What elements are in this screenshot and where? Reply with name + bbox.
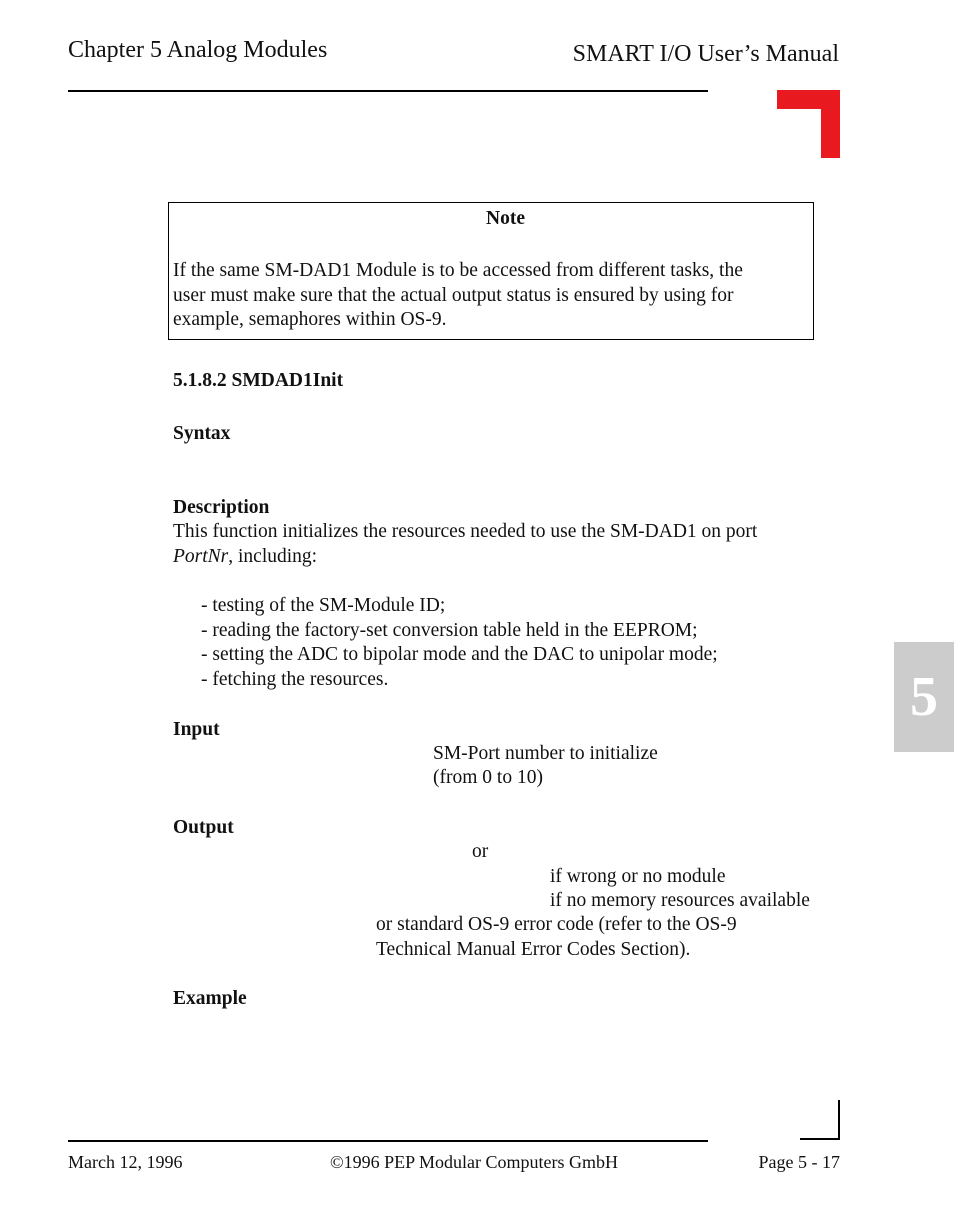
footer-date: March 12, 1996 <box>68 1152 183 1172</box>
list-item: - testing of the SM-Module ID; <box>201 595 446 616</box>
corner-mark-vertical <box>821 90 840 158</box>
input-line: (from 0 to 10) <box>433 767 543 788</box>
input-label: Input <box>173 719 220 740</box>
syntax-label: Syntax <box>173 423 231 444</box>
corner-mark-footer-horizontal <box>800 1138 840 1140</box>
footer-copyright: ©1996 PEP Modular Computers GmbH <box>330 1152 619 1172</box>
description-label: Description <box>173 497 270 518</box>
input-line: SM-Port number to initialize <box>433 743 658 764</box>
description-line-2 <box>173 545 317 570</box>
note-line: user must make sure that the actual output status is ensured by using for <box>173 285 734 306</box>
section-heading: 5.1.8.2 SMDAD1Init <box>173 370 344 391</box>
list-item: - fetching the resources. <box>201 669 389 690</box>
note-title: Note <box>486 208 525 229</box>
list-item: - reading the factory-set conversion table held in the EEPROM; <box>201 620 698 641</box>
output-std: Technical Manual Error Codes Section). <box>376 939 691 960</box>
chapter-tab <box>894 642 954 752</box>
footer-rule <box>68 1140 708 1142</box>
corner-mark-footer-vertical <box>838 1100 840 1140</box>
output-error: if no memory resources available <box>550 890 810 911</box>
chapter-tab-number: 5 <box>910 666 938 728</box>
description-line: This function initializes the resources needed to use the SM-DAD1 on port <box>173 521 758 542</box>
param-portnr: PortNr <box>173 546 229 567</box>
note-line: If the same SM-DAD1 Module is to be accessed from different tasks, the <box>173 260 743 281</box>
list-item: - setting the ADC to bipolar mode and the DAC to unipolar mode; <box>201 644 718 665</box>
output-error: if wrong or no module <box>550 866 726 887</box>
header-rule <box>68 90 708 92</box>
description-line-rest: , including: <box>228 546 318 567</box>
output-label: Output <box>173 817 234 838</box>
note-line: example, semaphores within OS-9. <box>173 309 447 330</box>
output-std: or standard OS-9 error code (refer to the OS-9 <box>376 914 737 935</box>
manual-title: SMART I/O User’s Manual <box>572 41 839 67</box>
footer-page-number: Page 5 - 17 <box>758 1152 840 1172</box>
chapter-title: Chapter 5 Analog Modules <box>68 37 328 63</box>
output-or: or <box>472 841 489 862</box>
example-label: Example <box>173 988 247 1009</box>
